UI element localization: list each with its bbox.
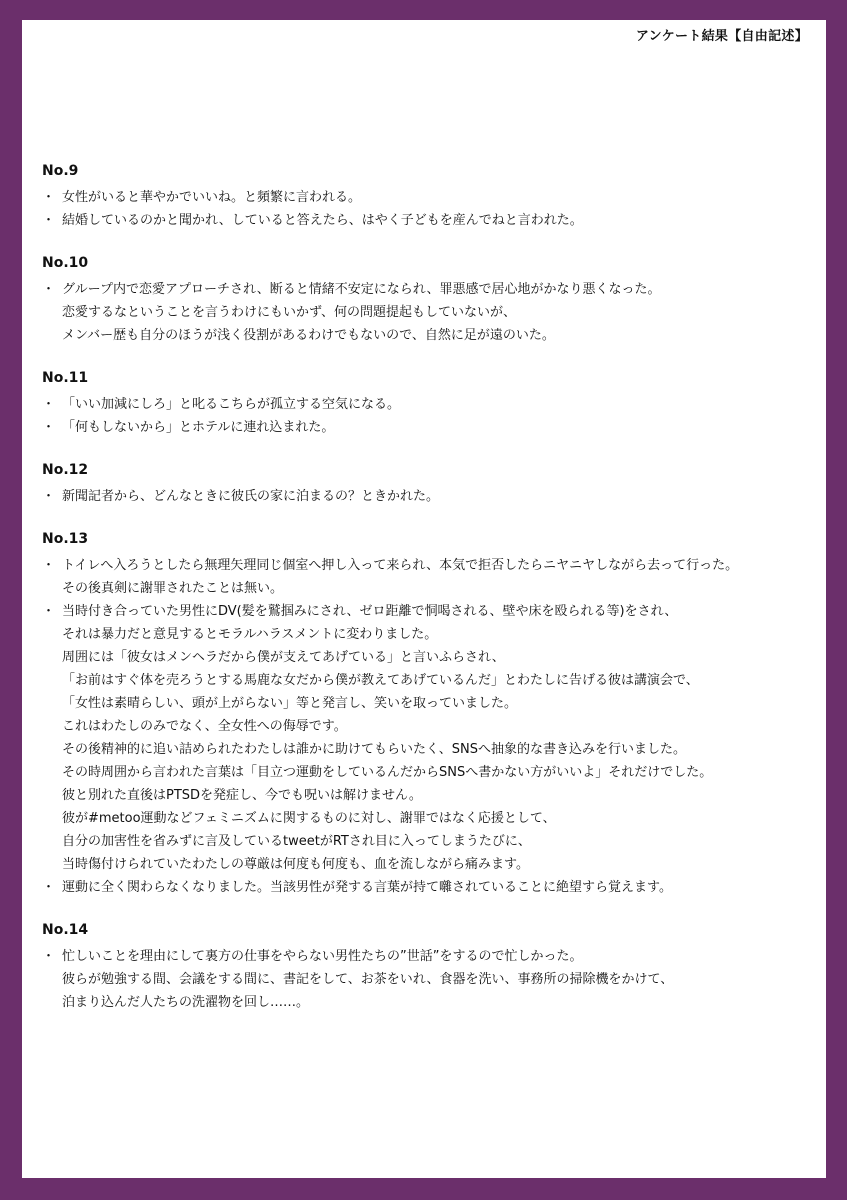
bullet-mark: ・: [42, 880, 56, 895]
continuation-line: [42, 968, 812, 991]
continuation-line: [42, 646, 812, 669]
bullet-item: [42, 209, 812, 232]
entry-number: No.9: [42, 163, 79, 179]
response-text: 当時傷付けられていたわたしの尊厳は何度も何度も、血を流しながら痛みます。: [62, 857, 529, 872]
entry-number: No.10: [42, 255, 89, 271]
response-text: 彼らが勉強する間、会議をする間に、書記をして、お茶をいれ、食器を洗い、事務所の掃除機をかけて、: [62, 972, 674, 987]
continuation-line: [42, 577, 812, 600]
response-text: 女性がいると華やかでいいね。と頻繁に言われる。: [62, 190, 362, 205]
bullet-item: [42, 485, 812, 508]
response-text: その後精神的に追い詰められたわたしは誰かに助けてもらいたく、SNSへ抽象的な書き込みを行いました。: [62, 742, 686, 757]
entry-number: No.14: [42, 922, 89, 938]
response-text: 新聞記者から、どんなときに彼氏の家に泊まるの？ときかれた。: [62, 489, 440, 504]
response-text: 結婚しているのかと聞かれ、していると答えたら、はやく子どもを産んでねと言われた。: [62, 213, 583, 228]
continuation-line: [42, 784, 812, 807]
continuation-line: [42, 761, 812, 784]
bullet-item: [42, 416, 812, 439]
response-entry: [42, 367, 812, 439]
continuation-line: [42, 738, 812, 761]
response-text: 泊まり込んだ人たちの洗濯物を回し……。: [62, 995, 310, 1010]
bullet-item: [42, 186, 812, 209]
entry-number: No.11: [42, 370, 89, 386]
bullet-mark: ・: [42, 190, 56, 205]
bullet-mark: ・: [42, 489, 56, 504]
response-text: 「女性は素晴らしい、頭が上がらない」等と発言し、笑いを取っていました。: [62, 696, 518, 711]
continuation-line: [42, 807, 812, 830]
bullet-mark: ・: [42, 213, 56, 228]
bullet-mark: ・: [42, 949, 56, 964]
survey-responses: [42, 160, 812, 1014]
continuation-line: [42, 853, 812, 876]
response-entry: [42, 459, 812, 508]
continuation-line: [42, 623, 812, 646]
bullet-mark: ・: [42, 397, 56, 412]
bullet-mark: ・: [42, 420, 56, 435]
response-text: 当時付き合っていた男性にDV(髪を鷲掴みにされ、ゼロ距離で恫喝される、壁や床を殴られる等)をされ、: [62, 604, 678, 619]
response-text: 周囲には「彼女はメンヘラだから僕が支えてあげている」と言いふらされ、: [62, 650, 505, 665]
response-text: その後真剣に謝罪されたことは無い。: [62, 581, 284, 596]
response-text: グループ内で恋愛アプローチされ、断ると情緒不安定になられ、罪悪感で居心地がかなり悪くなった。: [62, 282, 661, 297]
response-text: 彼と別れた直後はPTSDを発症し、今でも呪いは解けません。: [62, 788, 422, 803]
bullet-item: [42, 600, 812, 623]
continuation-line: [42, 301, 812, 324]
response-entry: [42, 160, 812, 232]
response-text: これはわたしのみでなく、全女性への侮辱です。: [62, 719, 347, 734]
bullet-item: [42, 945, 812, 968]
bullet-item: [42, 554, 812, 577]
bullet-mark: ・: [42, 604, 56, 619]
response-entry: [42, 252, 812, 347]
document-page: [22, 20, 826, 1178]
bullet-mark: ・: [42, 282, 56, 297]
response-text: 彼が#metoo運動などフェミニズムに関するものに対し、謝罪ではなく応援として、: [62, 811, 556, 826]
response-text: 運動に全く関わらなくなりました。当該男性が発する言葉が持て囃されていることに絶望すら覚えます。: [62, 880, 672, 895]
response-text: トイレへ入ろうとしたら無理矢理同じ個室へ押し入って来られ、本気で拒否したらニヤニヤしながら去って行った。: [62, 558, 739, 573]
response-text: 自分の加害性を省みずに言及しているtweetがRTされ目に入ってしまうたびに、: [62, 834, 531, 849]
bullet-item: [42, 278, 812, 301]
bullet-item: [42, 393, 812, 416]
response-text: その時周囲から言われた言葉は「目立つ運動をしているんだからSNSへ書かない方がいいよ」それだけでした。: [62, 765, 713, 780]
response-text: メンバー歴も自分のほうが浅く役割があるわけでもないので、自然に足が遠のいた。: [62, 328, 555, 343]
bullet-item: [42, 876, 812, 899]
response-text: 「いい加減にしろ」と叱るこちらが孤立する空気になる。: [62, 397, 401, 412]
continuation-line: [42, 715, 812, 738]
response-text: 忙しいことを理由にして裏方の仕事をやらない男性たちの”世話”をするので忙しかった。: [62, 949, 583, 964]
response-entry: [42, 919, 812, 1014]
response-text: それは暴力だと意見するとモラルハラスメントに変わりました。: [62, 627, 438, 642]
continuation-line: [42, 669, 812, 692]
document-header-title: アンケート結果【自由記述】: [635, 29, 808, 44]
response-text: 「何もしないから」とホテルに連れ込まれた。: [62, 420, 335, 435]
response-entry: [42, 528, 812, 899]
continuation-line: [42, 830, 812, 853]
response-text: 恋愛するなということを言うわけにもいかず、何の問題提起もしていないが、: [62, 305, 516, 320]
entry-number: No.12: [42, 462, 89, 478]
continuation-line: [42, 692, 812, 715]
entry-number: No.13: [42, 531, 89, 547]
continuation-line: [42, 991, 812, 1014]
bullet-mark: ・: [42, 558, 56, 573]
response-text: 「お前はすぐ体を売ろうとする馬鹿な女だから僕が教えてあげているんだ」とわたしに告げる彼は講演会で、: [62, 673, 699, 688]
continuation-line: [42, 324, 812, 347]
